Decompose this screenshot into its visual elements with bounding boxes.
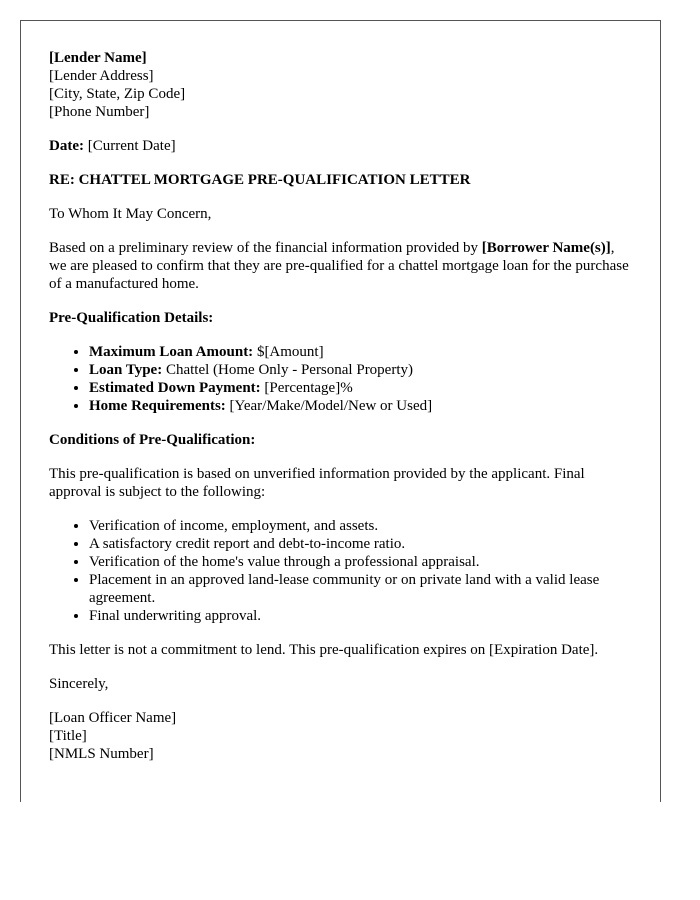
letter-page — [20, 20, 661, 802]
signature-block — [49, 709, 632, 763]
lender-block — [49, 49, 632, 121]
details-item-label: Estimated Down Payment: — [89, 380, 261, 396]
conditions-item: • A satisfactory credit report and debt-to-income ratio. — [89, 535, 632, 553]
conditions-item: • Verification of income, employment, and assets. — [89, 517, 632, 535]
conditions-item: • Verification of the home's value through a professional appraisal. — [89, 553, 632, 571]
details-item-label: Loan Type: — [89, 362, 163, 378]
details-item-label: Home Requirements: — [89, 398, 226, 414]
details-item-home-requirements — [89, 397, 632, 415]
date-label: Date: — [49, 138, 84, 154]
date-value: [Current Date] — [87, 138, 176, 154]
disclaimer-paragraph: This letter is not a commitment to lend. This pre-qualification expires on [Expiration Date]. — [49, 642, 599, 658]
intro-paragraph — [49, 239, 632, 293]
closing: Sincerely, — [49, 676, 109, 692]
details-item-label: Maximum Loan Amount: — [89, 344, 254, 360]
conditions-list — [49, 517, 632, 625]
details-list — [49, 343, 632, 415]
lender-address: [Lender Address] — [49, 68, 154, 84]
details-item-down-payment — [89, 379, 632, 397]
details-item-value: [Year/Make/Model/New or Used] — [229, 398, 433, 414]
signature-nmls: [NMLS Number] — [49, 746, 154, 762]
conditions-heading: Conditions of Pre-Qualification: — [49, 432, 256, 448]
conditions-item: • Placement in an approved land-lease community or on private land with a valid lease agreement. — [89, 571, 632, 607]
details-item-value: $[Amount] — [256, 344, 324, 360]
intro-before: Based on a preliminary review of the financial information provided by — [49, 240, 479, 256]
signature-title: [Title] — [49, 728, 87, 744]
subject-line: RE: CHATTEL MORTGAGE PRE-QUALIFICATION LETTER — [49, 172, 471, 188]
details-item-value: [Percentage]% — [264, 380, 353, 396]
details-item-loan-type — [89, 361, 632, 379]
conditions-item: • Final underwriting approval. — [89, 607, 632, 625]
salutation: To Whom It May Concern, — [49, 206, 212, 222]
signature-name: [Loan Officer Name] — [49, 710, 177, 726]
details-heading: Pre-Qualification Details: — [49, 310, 214, 326]
lender-city-state-zip: [City, State, Zip Code] — [49, 86, 186, 102]
details-item-value: Chattel (Home Only - Personal Property) — [165, 362, 413, 378]
date-line — [49, 137, 632, 155]
borrower-name: [Borrower Name(s)] — [481, 240, 611, 256]
conditions-intro: This pre-qualification is based on unverified information provided by the applicant. Final approval is subject to the following: — [49, 466, 585, 500]
lender-name: [Lender Name] — [49, 50, 147, 66]
details-item-max-loan — [89, 343, 632, 361]
lender-phone: [Phone Number] — [49, 104, 150, 120]
intro-after: , we are pleased to confirm that they are pre-qualified for a chattel mortgage loan for the purchase of a manufactured home. — [49, 240, 629, 292]
